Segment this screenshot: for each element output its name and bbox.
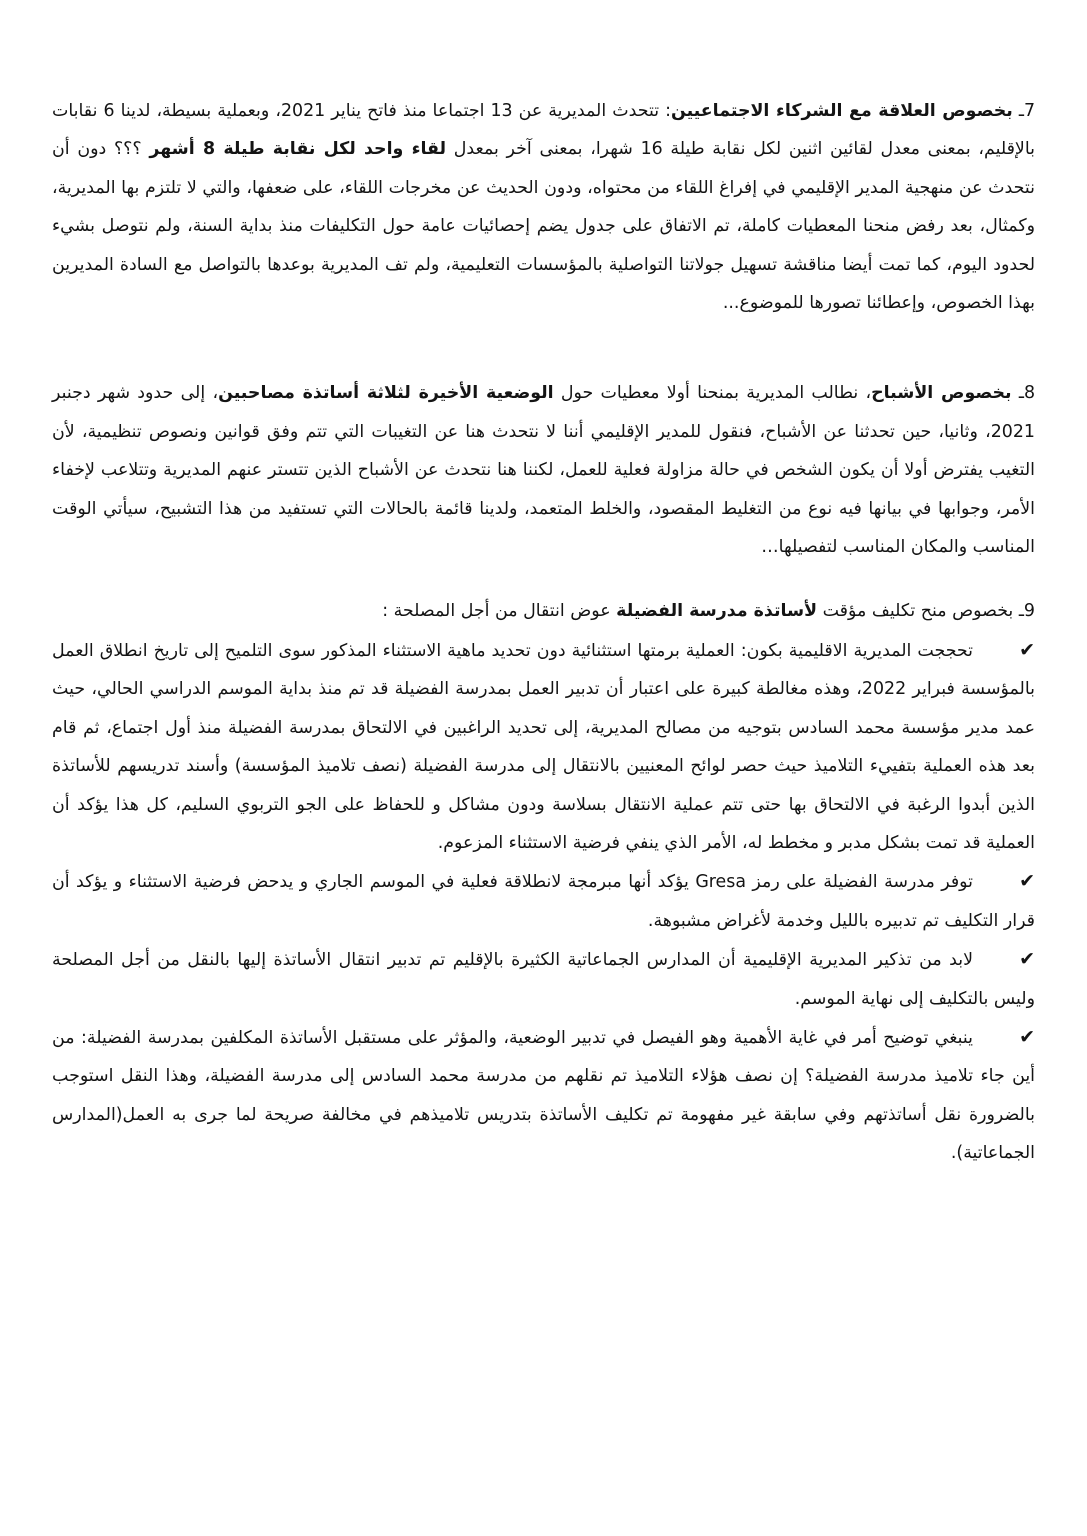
checkmark-icon: ✔	[1019, 870, 1035, 893]
paragraph-text: : تتحدث المديرية عن 13 اجتماعا منذ فاتح يناير 2021، وبعملية بسيطة، لدينا 6 نقابات بالإقليم، بمعنى معدل لقائين اثنين لكل نقابة طيلة 16 شهرا، بمعنى آخر بمعدل	[52, 101, 1035, 160]
bullet-item	[52, 1018, 1035, 1173]
bullet-item	[52, 862, 1035, 940]
paragraph-heading: بخصوص الأشباح	[871, 383, 1012, 404]
emphasis-text: لقاء واحد لكل نقابة طيلة 8 أشهر	[149, 139, 447, 160]
emphasis-text: الوضعية الأخيرة لثلاثة أساتذة مصاحبين	[218, 383, 554, 404]
bullet-text: لابد من تذكير المديرية الإقليمية أن المدارس الجماعاتية الكثيرة بالإقليم تم تدبير انتقال الأساتذة إليها بالنقل من أجل المصلحة وليس بالتكليف إلى نهاية الموسم.	[52, 950, 1035, 1009]
paragraph-text: بخصوص منح تكليف مؤقت	[817, 601, 1014, 622]
paragraph-spacer	[52, 322, 1035, 374]
paragraph-text: ، نطالب المديرية بمنحنا أولا معطيات حول	[553, 383, 872, 404]
bullet-text: ينبغي توضيح أمر في غاية الأهمية وهو الفيصل في تدبير الوضعية، والمؤثر على مستقبل الأساتذة المكلفين بمدرسة الفضيلة: من أين جاء تلاميذ مدرسة الفضيلة؟ إن نصف هؤلاء التلاميذ تم نقلهم من مدرسة محمد السادس إلى مدرسة الفضيلة، وهذا النقل استوجب بالضرورة نقل أساتذتهم وفي سابقة غير مفهومة تم تكليف الأساتذة بتدريس تلاميذهم في مخالفة صريحة لما جرى به العمل(المدارس الجماعاتية).	[52, 1027, 1035, 1164]
paragraph-number: 9ـ	[1018, 601, 1035, 622]
document-page	[52, 92, 1035, 1173]
bullet-item	[52, 940, 1035, 1018]
paragraph-text: عوض انتقال من أجل المصلحة :	[382, 601, 617, 622]
bullet-text: تحججت المديرية الاقليمية بكون: العملية برمتها استثنائية دون تحديد ماهية الاستثناء المذكور سوى التلميح إلى تاريخ انطلاق العمل بالمؤسسة فبراير 2022، وهذه مغالطة كبيرة على اعتبار أن تدبير العمل بمدرسة الفضيلة قد تم منذ بداية الموسم الدراسي الحالي، حيث عمد مدير مؤسسة محمد السادس بتوجيه من مصالح المديرية، إلى تحديد الراغبين في الالتحاق بمدرسة الفضيلة منذ أول اجتماع، ثم قام بعد هذه العملية بتفييء التلاميذ حيث حصر لوائح المعنيين بالانتقال إلى مدرسة الفضيلة (نصف تلاميذ المؤسسة) وأسند تدريسهم للأساتذة الذين أبدوا الرغبة في الالتحاق بها حتى تتم عملية الانتقال بسلاسة ودون مشاكل و للحفاظ على الجو التربوي السليم، كل هذا يؤكد أن العملية قد تمت بشكل مدبر و مخطط له، الأمر الذي ينفي فرضية الاستثناء المزعوم.	[52, 640, 1035, 853]
paragraph-8	[52, 374, 1035, 566]
bullet-item	[52, 631, 1035, 862]
paragraph-spacer	[52, 566, 1035, 592]
bullet-text: توفر مدرسة الفضيلة على رمز Gresa يؤكد أنها مبرمجة لانطلاقة فعلية في الموسم الجاري و يدحض فرضية الاستثناء و يؤكد أن قرار التكليف تم تدبيره بالليل وخدمة لأغراض مشبوهة.	[52, 872, 1035, 931]
paragraph-text: ؟؟؟ دون أن نتحدث عن منهجية المدير الإقليمي في إفراغ اللقاء من محتواه، ودون الحديث عن مخرجات اللقاء، على ضعفها، والتي لا تلتزم بها المديرية، وكمثال، بعد رفض منحنا المعطيات كاملة، تم الاتفاق على جدول يضم إحصائيات عامة حول التكليفات منذ بداية السنة، ولم نتوصل بشيء لحدود اليوم، كما تمت أيضا مناقشة تسهيل جولاتنا التواصلية بالمؤسسات التعليمية، ولم تف المديرية بوعدها بالتواصل مع السادة المديرين بهذا الخصوص، وإعطائنا تصورها للموضوع...	[52, 139, 1035, 314]
paragraph-number: 8ـ	[1018, 383, 1036, 404]
paragraph-9-intro	[52, 592, 1035, 630]
emphasis-text: لأساتذة مدرسة الفضيلة	[616, 601, 818, 622]
paragraph-text: ، إلى حدود شهر دجنبر 2021، وثانيا، حين تحدثنا عن الأشباح، فنقول للمدير الإقليمي أننا لا نتحدث هنا عن التغيبات التي تتم وفق قوانين ونصوص تنظيمية، لأن التغيب يفترض أولا أن يكون الشخص في حالة مزاولة فعلية للعمل، لكننا هنا نتحدث عن الأشباح الذين تتستر عنهم المديرية وتتلاعب لإخفاء الأمر، وجوابها في بيانها فيه نوع من التغليط المقصود، والخلط المتعمد، ولدينا قائمة بالحالات التي تستفيد من هذا التشبيح، سيأتي الوقت المناسب والمكان المناسب لتفصيلها…	[52, 383, 1035, 558]
checkmark-icon: ✔	[1019, 1025, 1035, 1048]
checkmark-icon: ✔	[1019, 948, 1035, 971]
paragraph-number: 7ـ	[1018, 101, 1036, 121]
paragraph-heading: بخصوص العلاقة مع الشركاء الاجتماعيين	[670, 101, 1013, 121]
checkmark-icon: ✔	[1019, 638, 1035, 661]
paragraph-7	[52, 92, 1035, 322]
